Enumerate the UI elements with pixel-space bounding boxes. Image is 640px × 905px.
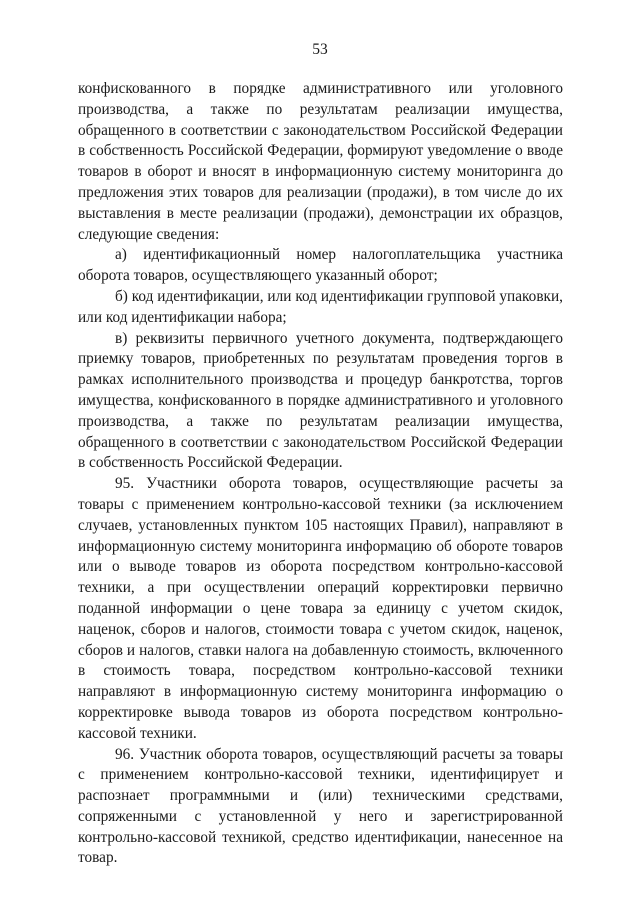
paragraph-continuation: конфискованного в порядке административного или уголовного производства, а также по результатам реализации имущества, обращенного в соответствии с законодательством Российской Федерации в собственность Российской Федерации, формируют уведомление о вводе товаров в оборот и вносят в информационную систему мониторинга до предложения этих товаров для реализации (продажи), в том числе до их выставления в месте реализации (продажи), демонстрации их образцов, следующие сведения: [78, 80, 563, 243]
document-body [78, 79, 563, 869]
paragraph-item-v: в) реквизиты первичного учетного документа, подтверждающего приемку товаров, приобретенных по результатам проведения торгов в рамках исполнительного производства и процедур банкротства, торгов имущества, конфискованного в порядке административного и уголовного производства, а также по результатам реализации имущества, обращенного в соответствии с законодательством Российской Федерации в собственность Российской Федерации. [78, 329, 563, 472]
paragraph-item-b: б) код идентификации, или код идентификации групповой упаковки, или код идентификации набора; [78, 287, 563, 326]
page-number: 53 [312, 41, 328, 58]
paragraph-clause-95: 95. Участники оборота товаров, осуществляющие расчеты за товары с применением контрольно-кассовой техники (за исключением случаев, установленных пунктом 105 настоящих Правил), направляют в информационную систему мониторинга информацию об обороте товаров или о выводе товаров из оборота посредством контрольно-кассовой техники, а при осуществлении операций корректировки первично поданной информации о цене товара за единицу с учетом скидок, наценок, сборов и налогов, стоимости товара с учетом скидок, наценок, сборов и налогов, ставки налога на добавленную стоимость, включенного в стоимость товара, посредством контрольно-кассовой техники направляют в информационную систему мониторинга информацию о корректировке вывода товаров из оборота посредством контрольно-кассовой техники. [78, 475, 563, 742]
paragraph-clause-96: 96. Участник оборота товаров, осуществляющий расчеты за товары с применением контрольно-кассовой техники, идентифицирует и распознает программными и (или) техническими средствами, сопряженными с установленной у него и зарегистрированной контрольно-кассовой техникой, средство идентификации, нанесенное на товар. [78, 745, 563, 867]
paragraph-item-a: а) идентификационный номер налогоплательщика участника оборота товаров, осуществляющего указанный оборот; [78, 246, 563, 285]
